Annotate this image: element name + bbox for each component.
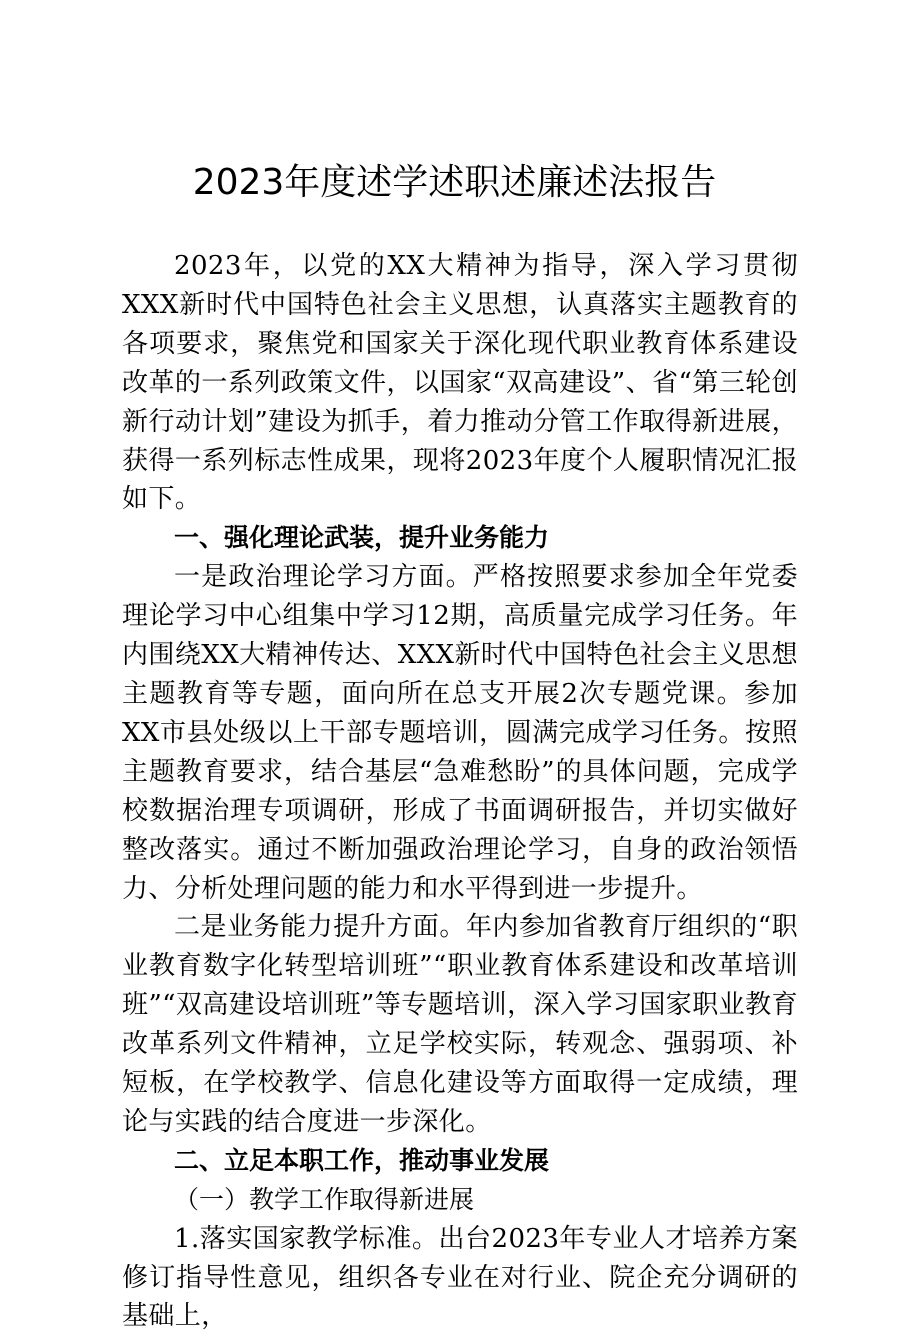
section-2-item-1: 1.落实国家教学标准。出台2023年专业人才培养方案修订指导性意见，组织各专业在对行业、院企充分调研的基础上， [122,1223,798,1332]
section-2-subheading-1: （一）教学工作取得新进展 [174,1184,475,1214]
section-1-paragraph-2: 二是业务能力提升方面。年内参加省教育厅组织的“职业教育数字化转型培训班”“职业教育体系建设和改革培训班”“双高建设培训班”等专题培训，深入学习国家职业教育改革系列文件精神，立足学校实际，转观念、强弱项、补短板，在学校教学、信息化建设等方面取得一定成绩，理论与实践的结合度进一步深化。 [122,912,798,1137]
section-1-paragraph-1: 一是政治理论学习方面。严格按照要求参加全年党委理论学习中心组集中学习12期，高质量完成学习任务。年内围绕XX大精神传达、XXX新时代中国特色社会主义思想主题教育等专题，面向所在总支开展2次专题党课。参加XX市县处级以上干部专题培训，圆满完成学习任务。按照主题教育要求，结合基层“急难愁盼”的具体问题，完成学校数据治理专项调研，形成了书面调研报告，并切实做好整改落实。通过不断加强政治理论学习，自身的政治领悟力、分析处理问题的能力和水平得到进一步提升。 [122,562,798,904]
section-2-heading: 二、立足本职工作，推动事业发展 [174,1145,550,1175]
document-title: 2023年度述学述职述廉述法报告 [192,162,717,203]
intro-paragraph: 2023年，以党的XX大精神为指导，深入学习贯彻XXX新时代中国特色社会主义思想，认真落实主题教育的各项要求，聚焦党和国家关于深化现代职业教育体系建设改革的一系列政策文件，以国家“双高建设”、省“第三轮创新行动计划”建设为抓手，着力推动分管工作取得新进展，获得一系列标志性成果，现将2023年度个人履职情况汇报如下。 [122,251,798,515]
document-body [122,247,798,1336]
section-1-heading: 一、强化理论武装，提升业务能力 [174,523,550,553]
